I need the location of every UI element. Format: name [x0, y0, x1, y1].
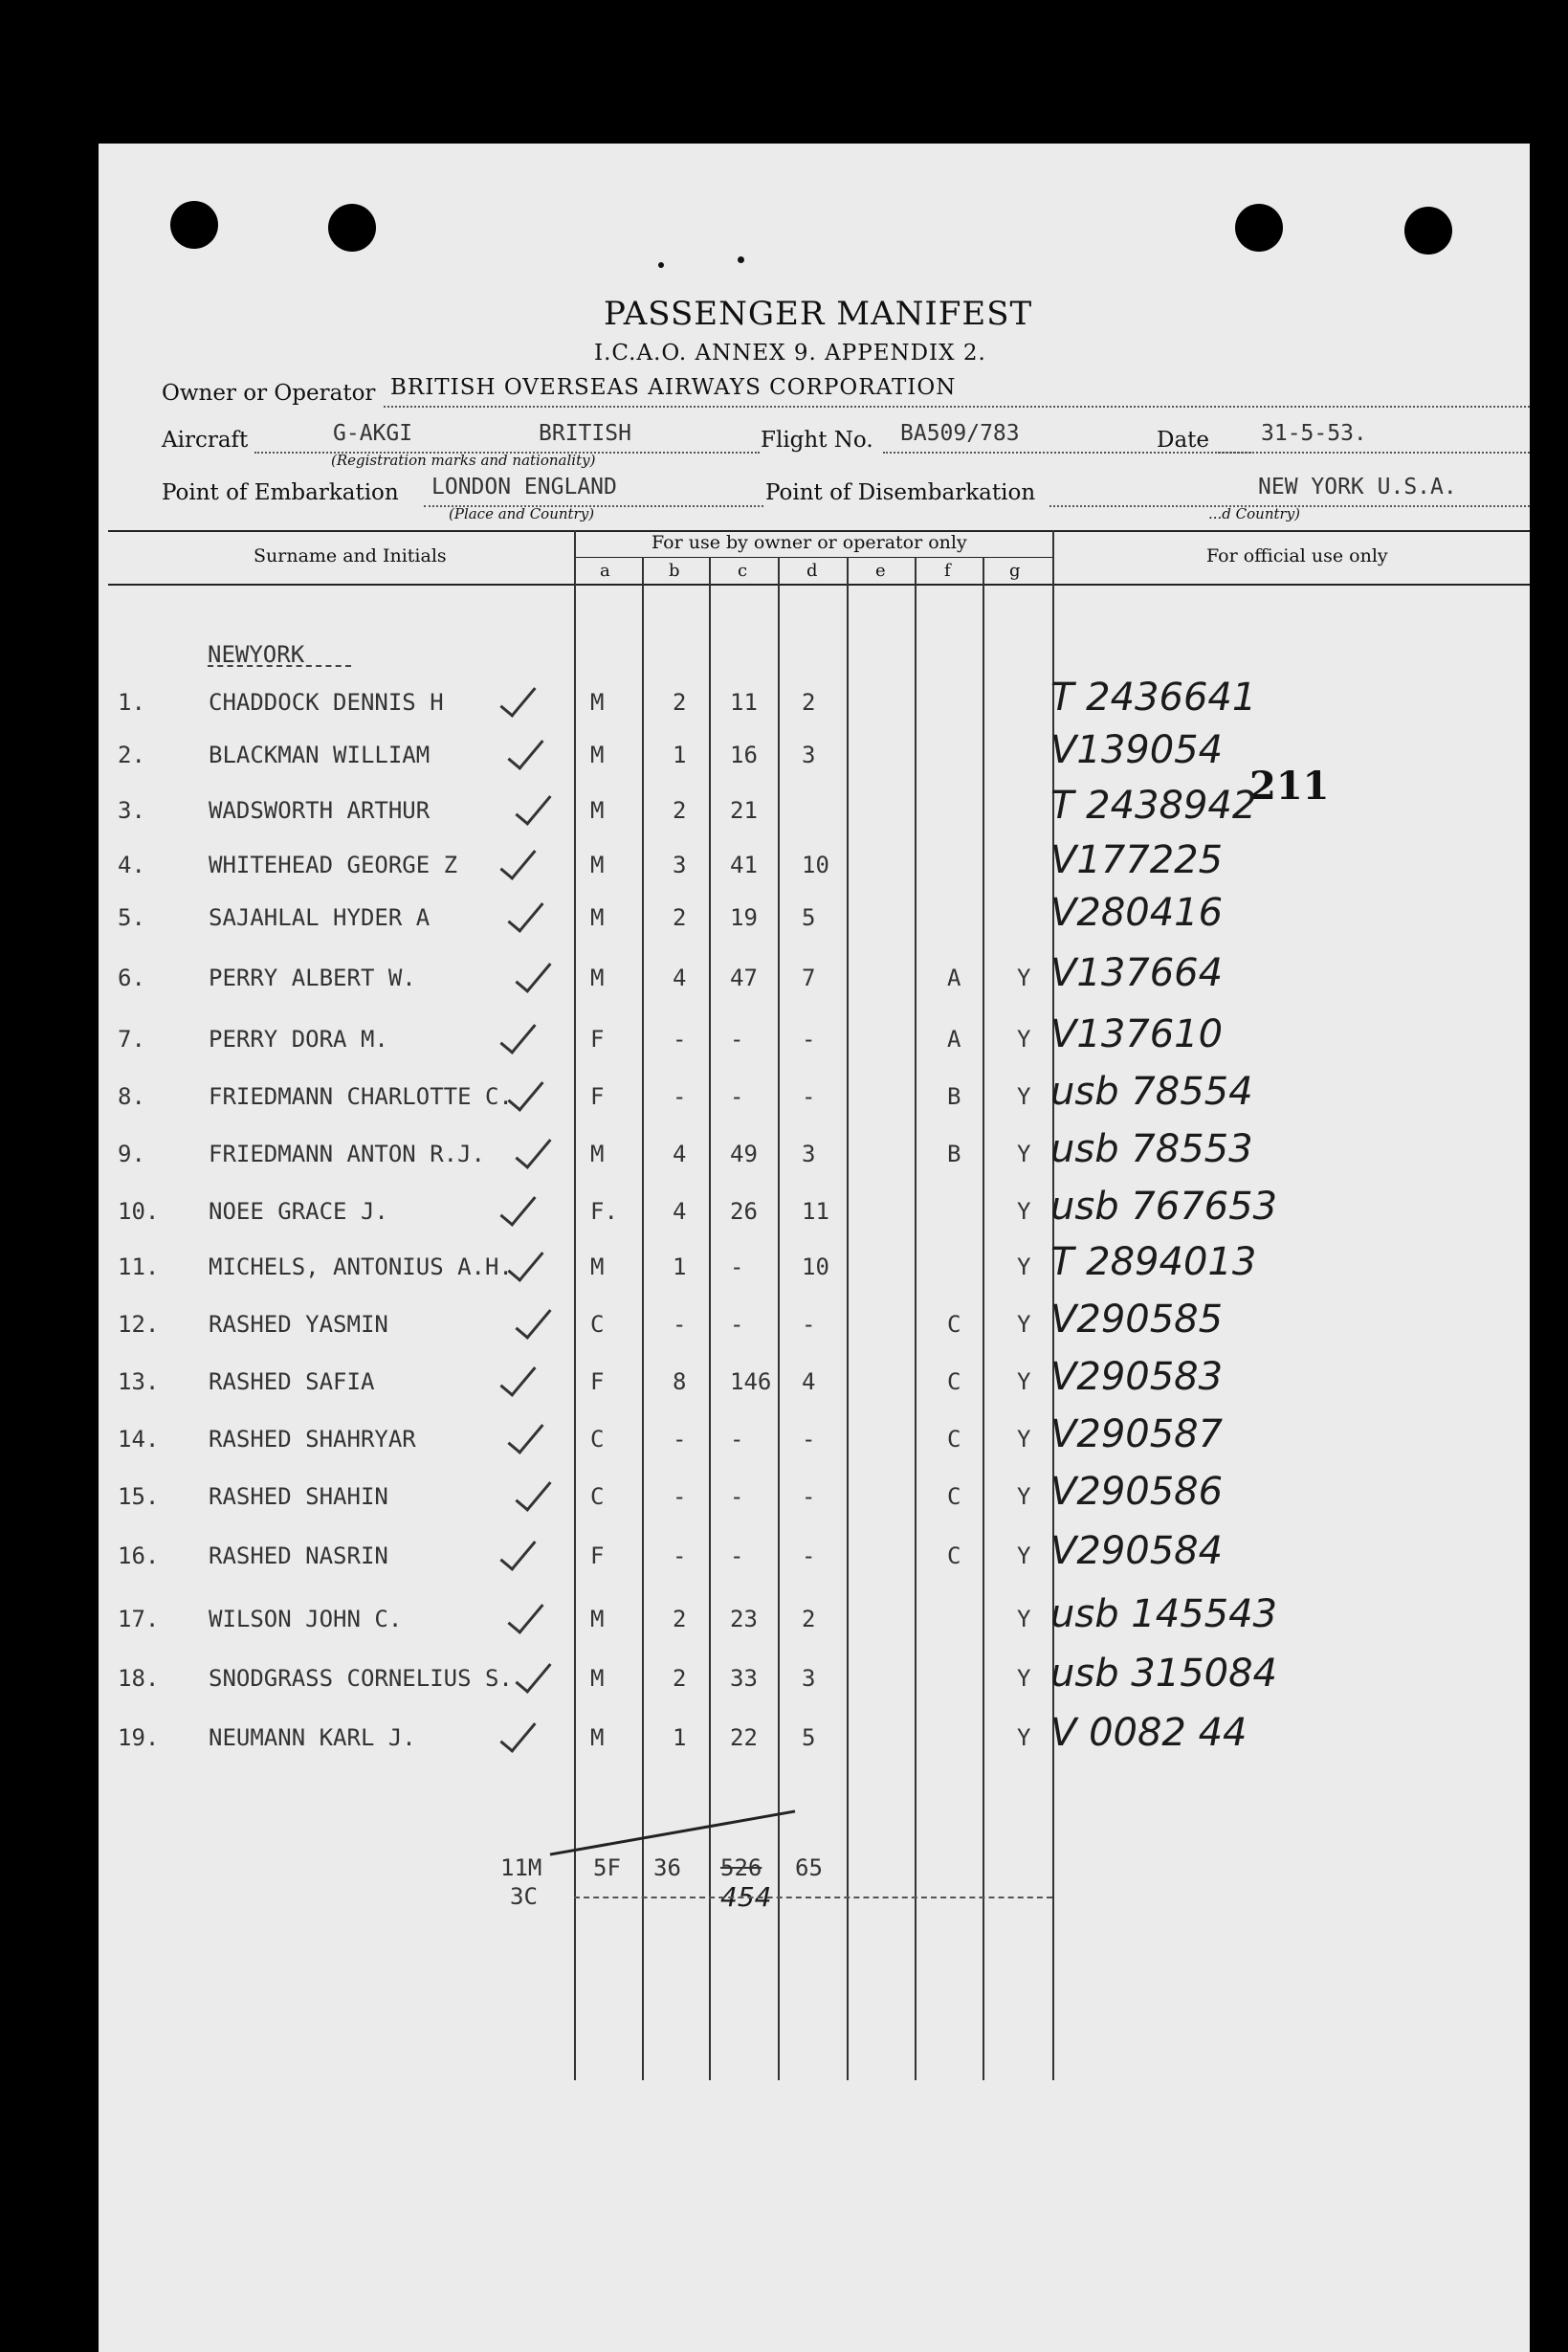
table-row: [99, 1355, 1530, 1407]
col-c-value: 16: [730, 742, 758, 768]
manifest-sheet: [99, 144, 1530, 2352]
speck: [738, 256, 744, 263]
table-row: [99, 1412, 1530, 1464]
date-underline: [1218, 452, 1530, 454]
col-b-value: -: [673, 1483, 687, 1510]
check-mark-icon: [507, 1415, 543, 1454]
col-c-value: 146: [730, 1368, 772, 1395]
col-a-value: M: [590, 1254, 605, 1280]
page-subtitle: I.C.A.O. ANNEX 9. APPENDIX 2.: [594, 341, 986, 366]
passenger-name: RASHED SHAHRYAR: [209, 1426, 416, 1453]
col-header-b: b: [669, 561, 680, 581]
page-title: PASSENGER MANIFEST: [604, 295, 1033, 333]
col-a-value: M: [590, 1665, 605, 1692]
check-mark-icon: [499, 678, 536, 718]
total-c-struck: 526: [720, 1854, 762, 1881]
row-number: 17.: [118, 1606, 160, 1632]
passenger-name: MICHELS, ANTONIUS A.H.: [209, 1254, 513, 1280]
check-mark-icon: [499, 1714, 536, 1753]
col-b-value: 1: [673, 1254, 687, 1280]
punch-hole: [1235, 204, 1283, 252]
embark-value: LONDON ENGLAND: [431, 475, 617, 499]
col-g-value: Y: [1017, 1483, 1031, 1510]
total-d: 65: [795, 1854, 823, 1881]
row-number: 18.: [118, 1665, 160, 1692]
row-number: 3.: [118, 797, 145, 824]
col-a-value: M: [590, 1606, 605, 1632]
official-handwritten-number: T 2438942: [1050, 784, 1257, 828]
col-d-value: 3: [802, 1141, 816, 1167]
col-b-value: 3: [673, 852, 687, 878]
col-g-value: Y: [1017, 1542, 1031, 1569]
col-header-e: e: [875, 561, 886, 581]
table-row: [99, 1127, 1530, 1179]
col-f-value: B: [947, 1141, 961, 1167]
row-number: 11.: [118, 1254, 160, 1280]
aircraft-nationality: BRITISH: [539, 421, 631, 446]
col-g-value: Y: [1017, 1426, 1031, 1453]
col-d-value: 3: [802, 1665, 816, 1692]
official-handwritten-number: V290584: [1050, 1529, 1224, 1573]
passenger-name: PERRY DORA M.: [209, 1026, 388, 1053]
official-handwritten-number: V280416: [1050, 891, 1224, 935]
speck: [658, 262, 664, 268]
col-b-value: 8: [673, 1368, 687, 1395]
passenger-name: RASHED SHAHIN: [209, 1483, 388, 1510]
table-row: [99, 1012, 1530, 1064]
col-g-value: Y: [1017, 1083, 1031, 1110]
table-header-bottom-rule: [108, 584, 1530, 586]
col-g-value: Y: [1017, 1311, 1031, 1338]
punch-hole: [1404, 207, 1452, 255]
passenger-name: NOEE GRACE J.: [209, 1198, 388, 1225]
aircraft-label: Aircraft: [162, 428, 249, 453]
disembark-value: NEW YORK U.S.A.: [1258, 475, 1457, 499]
col-f-value: C: [947, 1368, 961, 1395]
surname-header: Surname and Initials: [254, 545, 447, 566]
check-mark-icon: [499, 1358, 536, 1397]
check-mark-icon: [507, 1595, 543, 1634]
col-header-c: c: [738, 561, 748, 581]
passenger-name: SAJAHLAL HYDER A: [209, 904, 431, 931]
check-mark-icon: [515, 954, 551, 993]
col-b-value: 4: [673, 1141, 687, 1167]
col-b-value: -: [673, 1083, 687, 1110]
col-c-value: -: [730, 1483, 744, 1510]
col-a-value: F.: [590, 1198, 618, 1225]
col-a-value: F: [590, 1542, 605, 1569]
disembark-note: ...d Country): [1208, 505, 1301, 522]
punch-hole: [328, 204, 376, 252]
col-f-value: C: [947, 1426, 961, 1453]
col-f-value: A: [947, 1026, 961, 1053]
table-row: [99, 1529, 1530, 1581]
row-number: 12.: [118, 1311, 160, 1338]
col-a-value: F: [590, 1368, 605, 1395]
col-f-value: C: [947, 1542, 961, 1569]
official-handwritten-number: V290586: [1050, 1470, 1224, 1514]
row-number: 15.: [118, 1483, 160, 1510]
col-b-value: -: [673, 1542, 687, 1569]
passenger-name: WHITEHEAD GEORGE Z: [209, 852, 458, 878]
aircraft-note: (Registration marks and nationality): [331, 452, 596, 469]
official-handwritten-number: T 2436641: [1050, 676, 1257, 720]
check-mark-icon: [515, 1654, 551, 1694]
col-g-value: Y: [1017, 965, 1031, 991]
row-number: 5.: [118, 904, 145, 931]
flight-label: Flight No.: [761, 428, 873, 453]
col-header-d: d: [806, 561, 818, 581]
col-d-value: 3: [802, 742, 816, 768]
passenger-name: WADSWORTH ARTHUR: [209, 797, 431, 824]
col-b-value: 1: [673, 1724, 687, 1751]
col-d-value: 5: [802, 1724, 816, 1751]
col-d-value: 11: [802, 1198, 829, 1225]
disembark-label: Point of Disembarkation: [765, 480, 1036, 505]
col-c-value: -: [730, 1083, 744, 1110]
col-b-value: 1: [673, 742, 687, 768]
table-row: [99, 1652, 1530, 1703]
table-row: [99, 1298, 1530, 1349]
col-b-value: 2: [673, 904, 687, 931]
table-row: [99, 1592, 1530, 1644]
col-d-value: 2: [802, 1606, 816, 1632]
col-b-value: 2: [673, 1665, 687, 1692]
col-c-value: -: [730, 1426, 744, 1453]
passenger-name: PERRY ALBERT W.: [209, 965, 416, 991]
check-mark-icon: [507, 894, 543, 933]
passenger-name: FRIEDMANN ANTON R.J.: [209, 1141, 485, 1167]
col-d-value: -: [802, 1311, 816, 1338]
col-c-value: 19: [730, 904, 758, 931]
col-d-value: 10: [802, 852, 829, 878]
col-b-value: 2: [673, 1606, 687, 1632]
col-f-value: A: [947, 965, 961, 991]
row-number: 4.: [118, 852, 145, 878]
passenger-name: SNODGRASS CORNELIUS S.: [209, 1665, 513, 1692]
passenger-name: RASHED SAFIA: [209, 1368, 375, 1395]
col-c-value: 11: [730, 689, 758, 716]
row-number: 13.: [118, 1368, 160, 1395]
row-number: 1.: [118, 689, 145, 716]
check-mark-icon: [499, 1015, 536, 1054]
total-male: 11M: [500, 1854, 542, 1881]
total-b: 36: [653, 1854, 681, 1881]
col-g-value: Y: [1017, 1665, 1031, 1692]
col-f-value: C: [947, 1483, 961, 1510]
table-row: [99, 1470, 1530, 1521]
row-number: 9.: [118, 1141, 145, 1167]
row-number: 16.: [118, 1542, 160, 1569]
table-row: [99, 1240, 1530, 1292]
col-g-value: Y: [1017, 1026, 1031, 1053]
aircraft-registration: G-AKGI: [333, 421, 413, 446]
col-c-value: -: [730, 1254, 744, 1280]
col-d-value: -: [802, 1542, 816, 1569]
col-g-value: Y: [1017, 1198, 1031, 1225]
col-a-value: M: [590, 689, 605, 716]
passenger-name: FRIEDMANN CHARLOTTE C.: [209, 1083, 513, 1110]
col-header-a: a: [600, 561, 610, 581]
col-d-value: -: [802, 1426, 816, 1453]
col-a-value: M: [590, 904, 605, 931]
owner-label: Owner or Operator: [162, 381, 376, 406]
official-handwritten-number: usb 315084: [1050, 1652, 1277, 1696]
punch-hole: [170, 201, 218, 249]
col-b-value: 4: [673, 965, 687, 991]
col-a-value: M: [590, 852, 605, 878]
col-c-value: -: [730, 1311, 744, 1338]
col-a-value: M: [590, 1724, 605, 1751]
check-mark-icon: [515, 1300, 551, 1340]
table-row: [99, 728, 1530, 780]
col-b-value: -: [673, 1311, 687, 1338]
official-handwritten-number: V 0082 44: [1050, 1711, 1248, 1755]
col-a-value: F: [590, 1026, 605, 1053]
col-a-value: C: [590, 1483, 605, 1510]
col-g-value: Y: [1017, 1141, 1031, 1167]
official-handwritten-number: usb 145543: [1050, 1592, 1277, 1636]
official-handwritten-number: V290583: [1050, 1355, 1224, 1399]
col-d-value: -: [802, 1083, 816, 1110]
col-f-value: C: [947, 1311, 961, 1338]
passenger-name: BLACKMAN WILLIAM: [209, 742, 431, 768]
table-row: [99, 951, 1530, 1003]
total-strike: [550, 1809, 796, 1855]
col-a-value: F: [590, 1083, 605, 1110]
row-number: 19.: [118, 1724, 160, 1751]
table-row: [99, 838, 1530, 890]
col-g-value: Y: [1017, 1254, 1031, 1280]
owner-value: BRITISH OVERSEAS AIRWAYS CORPORATION: [390, 375, 957, 400]
col-d-value: 5: [802, 904, 816, 931]
passenger-name: NEUMANN KARL J.: [209, 1724, 416, 1751]
row-number: 8.: [118, 1083, 145, 1110]
check-mark-icon: [507, 731, 543, 770]
total-c-handwritten: 454: [720, 1881, 772, 1913]
official-handwritten-number: V137610: [1050, 1012, 1224, 1056]
check-mark-icon: [507, 1243, 543, 1282]
col-b-value: 4: [673, 1198, 687, 1225]
col-c-value: 23: [730, 1606, 758, 1632]
col-d-value: 2: [802, 689, 816, 716]
table-row: [99, 1711, 1530, 1763]
owner-underline: [384, 406, 1530, 408]
col-b-value: -: [673, 1426, 687, 1453]
official-handwritten-number: V290585: [1050, 1298, 1224, 1342]
check-mark-icon: [515, 787, 551, 826]
col-c-value: -: [730, 1026, 744, 1053]
official-handwritten-number: V137664: [1050, 951, 1224, 995]
col-d-value: 10: [802, 1254, 829, 1280]
col-c-value: 33: [730, 1665, 758, 1692]
passenger-name: RASHED NASRIN: [209, 1542, 388, 1569]
official-handwritten-number: T 2894013: [1050, 1240, 1257, 1284]
row-number: 14.: [118, 1426, 160, 1453]
col-d-value: 4: [802, 1368, 816, 1395]
passenger-name: WILSON JOHN C.: [209, 1606, 403, 1632]
date-label: Date: [1157, 428, 1210, 453]
table-row: [99, 891, 1530, 943]
col-a-value: M: [590, 965, 605, 991]
table-row: [99, 1070, 1530, 1121]
check-mark-icon: [499, 1187, 536, 1227]
col-d-value: -: [802, 1026, 816, 1053]
official-handwritten-number: V177225: [1050, 838, 1224, 882]
row-number: 6.: [118, 965, 145, 991]
official-handwritten-number: usb 767653: [1050, 1185, 1277, 1229]
col-letter-rule: [574, 557, 1052, 558]
official-handwritten-number: V139054: [1050, 728, 1224, 772]
col-b-value: 2: [673, 797, 687, 824]
official-handwritten-number: V290587: [1050, 1412, 1224, 1456]
col-d-value: 7: [802, 965, 816, 991]
col-a-value: C: [590, 1311, 605, 1338]
col-g-value: Y: [1017, 1368, 1031, 1395]
official-handwritten-number: usb 78554: [1050, 1070, 1253, 1114]
col-c-value: -: [730, 1542, 744, 1569]
passenger-name: RASHED YASMIN: [209, 1311, 388, 1338]
embark-note: (Place and Country): [449, 505, 595, 522]
embark-label: Point of Embarkation: [162, 480, 399, 505]
col-a-value: M: [590, 742, 605, 768]
col-b-value: 2: [673, 689, 687, 716]
check-mark-icon: [499, 841, 536, 880]
official-use-header: For official use only: [1206, 545, 1388, 566]
row-number: 10.: [118, 1198, 160, 1225]
col-g-value: Y: [1017, 1606, 1031, 1632]
col-f-value: B: [947, 1083, 961, 1110]
col-a-value: M: [590, 1141, 605, 1167]
col-header-g: g: [1009, 561, 1021, 581]
check-mark-icon: [515, 1473, 551, 1512]
total-children: 3C: [510, 1883, 538, 1910]
col-c-value: 26: [730, 1198, 758, 1225]
table-row: [99, 1185, 1530, 1236]
col-c-value: 49: [730, 1141, 758, 1167]
row-number: 7.: [118, 1026, 145, 1053]
table-row: [99, 676, 1530, 727]
col-g-value: Y: [1017, 1724, 1031, 1751]
date-value: 31-5-53.: [1261, 421, 1367, 446]
col-c-value: 47: [730, 965, 758, 991]
col-d-value: -: [802, 1483, 816, 1510]
col-header-f: f: [944, 561, 951, 581]
official-handwritten-number: usb 78553: [1050, 1127, 1253, 1171]
col-b-value: -: [673, 1026, 687, 1053]
col-c-value: 22: [730, 1724, 758, 1751]
totals-dashed-rule: [574, 1897, 1052, 1898]
total-female: 5F: [593, 1854, 621, 1881]
section-label: NEWYORK: [208, 641, 305, 668]
col-a-value: C: [590, 1426, 605, 1453]
passenger-name: CHADDOCK DENNIS H: [209, 689, 444, 716]
col-a-value: M: [590, 797, 605, 824]
row-number: 2.: [118, 742, 145, 768]
owner-use-header: For use by owner or operator only: [651, 532, 967, 553]
stamp-number: 211: [1249, 764, 1330, 809]
col-c-value: 21: [730, 797, 758, 824]
flight-value: BA509/783: [900, 421, 1020, 446]
check-mark-icon: [507, 1073, 543, 1112]
check-mark-icon: [499, 1532, 536, 1571]
check-mark-icon: [515, 1130, 551, 1169]
section-underline: [208, 665, 351, 667]
col-c-value: 41: [730, 852, 758, 878]
